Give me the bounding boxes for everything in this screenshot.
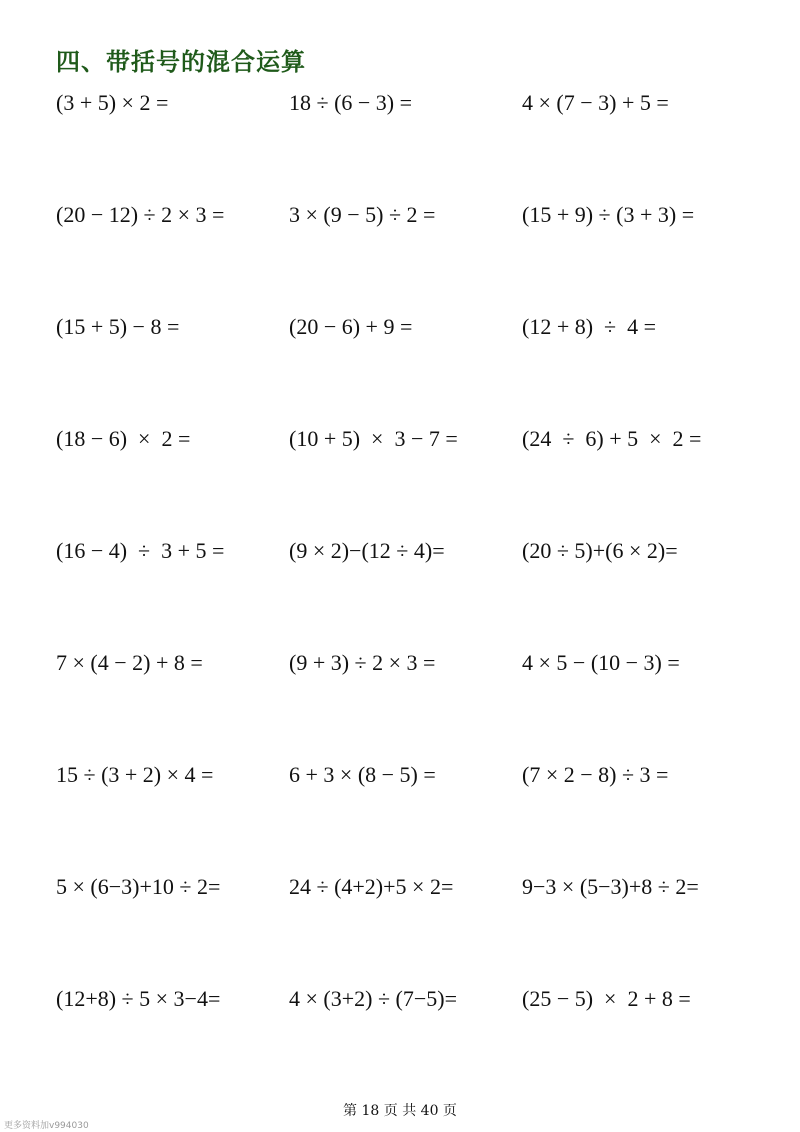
math-problem: (24 ÷ 6) + 5 × 2 =	[522, 426, 702, 451]
problem-row	[0, 202, 800, 242]
problem-row	[0, 538, 800, 578]
problem-row	[0, 874, 800, 914]
math-problem: 4 × 5 − (10 − 3) =	[522, 650, 680, 675]
math-problem: (15 + 9) ÷ (3 + 3) =	[522, 202, 695, 227]
problem-row	[0, 762, 800, 802]
math-problem: 4 × (7 − 3) + 5 =	[522, 90, 669, 115]
math-problem: 7 × (4 − 2) + 8 =	[56, 650, 203, 675]
math-problem: (20 − 12) ÷ 2 × 3 =	[56, 202, 225, 227]
math-problem: (7 × 2 − 8) ÷ 3 =	[522, 762, 669, 787]
problem-row	[0, 986, 800, 1026]
watermark-text: 更多资料加v994030	[4, 1121, 89, 1131]
math-problem: (16 − 4) ÷ 3 + 5 =	[56, 538, 225, 563]
math-problem: (20 ÷ 5)+(6 × 2)=	[522, 538, 678, 563]
problem-row	[0, 90, 800, 130]
problem-row	[0, 314, 800, 354]
math-problem: 3 × (9 − 5) ÷ 2 =	[289, 202, 436, 227]
math-problem: (15 + 5) − 8 =	[56, 314, 180, 339]
math-problem: 9−3 × (5−3)+8 ÷ 2=	[522, 874, 699, 899]
math-problem: (25 − 5) × 2 + 8 =	[522, 986, 691, 1011]
math-problem: 18 ÷ (6 − 3) =	[289, 90, 413, 115]
math-problem: (10 + 5) × 3 − 7 =	[289, 426, 458, 451]
page-number-footer: 第 18 页 共 40 页	[343, 1103, 457, 1119]
math-problem: 6 + 3 × (8 − 5) =	[289, 762, 436, 787]
section-title: 四、带括号的混合运算	[56, 48, 306, 76]
math-problem: 5 × (6−3)+10 ÷ 2=	[56, 874, 221, 899]
math-problem: (12+8) ÷ 5 × 3−4=	[56, 986, 221, 1011]
problem-row	[0, 426, 800, 466]
math-problem: (9 × 2)−(12 ÷ 4)=	[289, 538, 445, 563]
math-problem: (3 + 5) × 2 =	[56, 90, 169, 115]
problem-row	[0, 650, 800, 690]
math-problem: (18 − 6) × 2 =	[56, 426, 191, 451]
math-problem: (9 + 3) ÷ 2 × 3 =	[289, 650, 436, 675]
math-problem: 24 ÷ (4+2)+5 × 2=	[289, 874, 454, 899]
math-problem: (20 − 6) + 9 =	[289, 314, 413, 339]
math-problem: (12 + 8) ÷ 4 =	[522, 314, 657, 339]
math-problem: 4 × (3+2) ÷ (7−5)=	[289, 986, 458, 1011]
math-problem: 15 ÷ (3 + 2) × 4 =	[56, 762, 214, 787]
